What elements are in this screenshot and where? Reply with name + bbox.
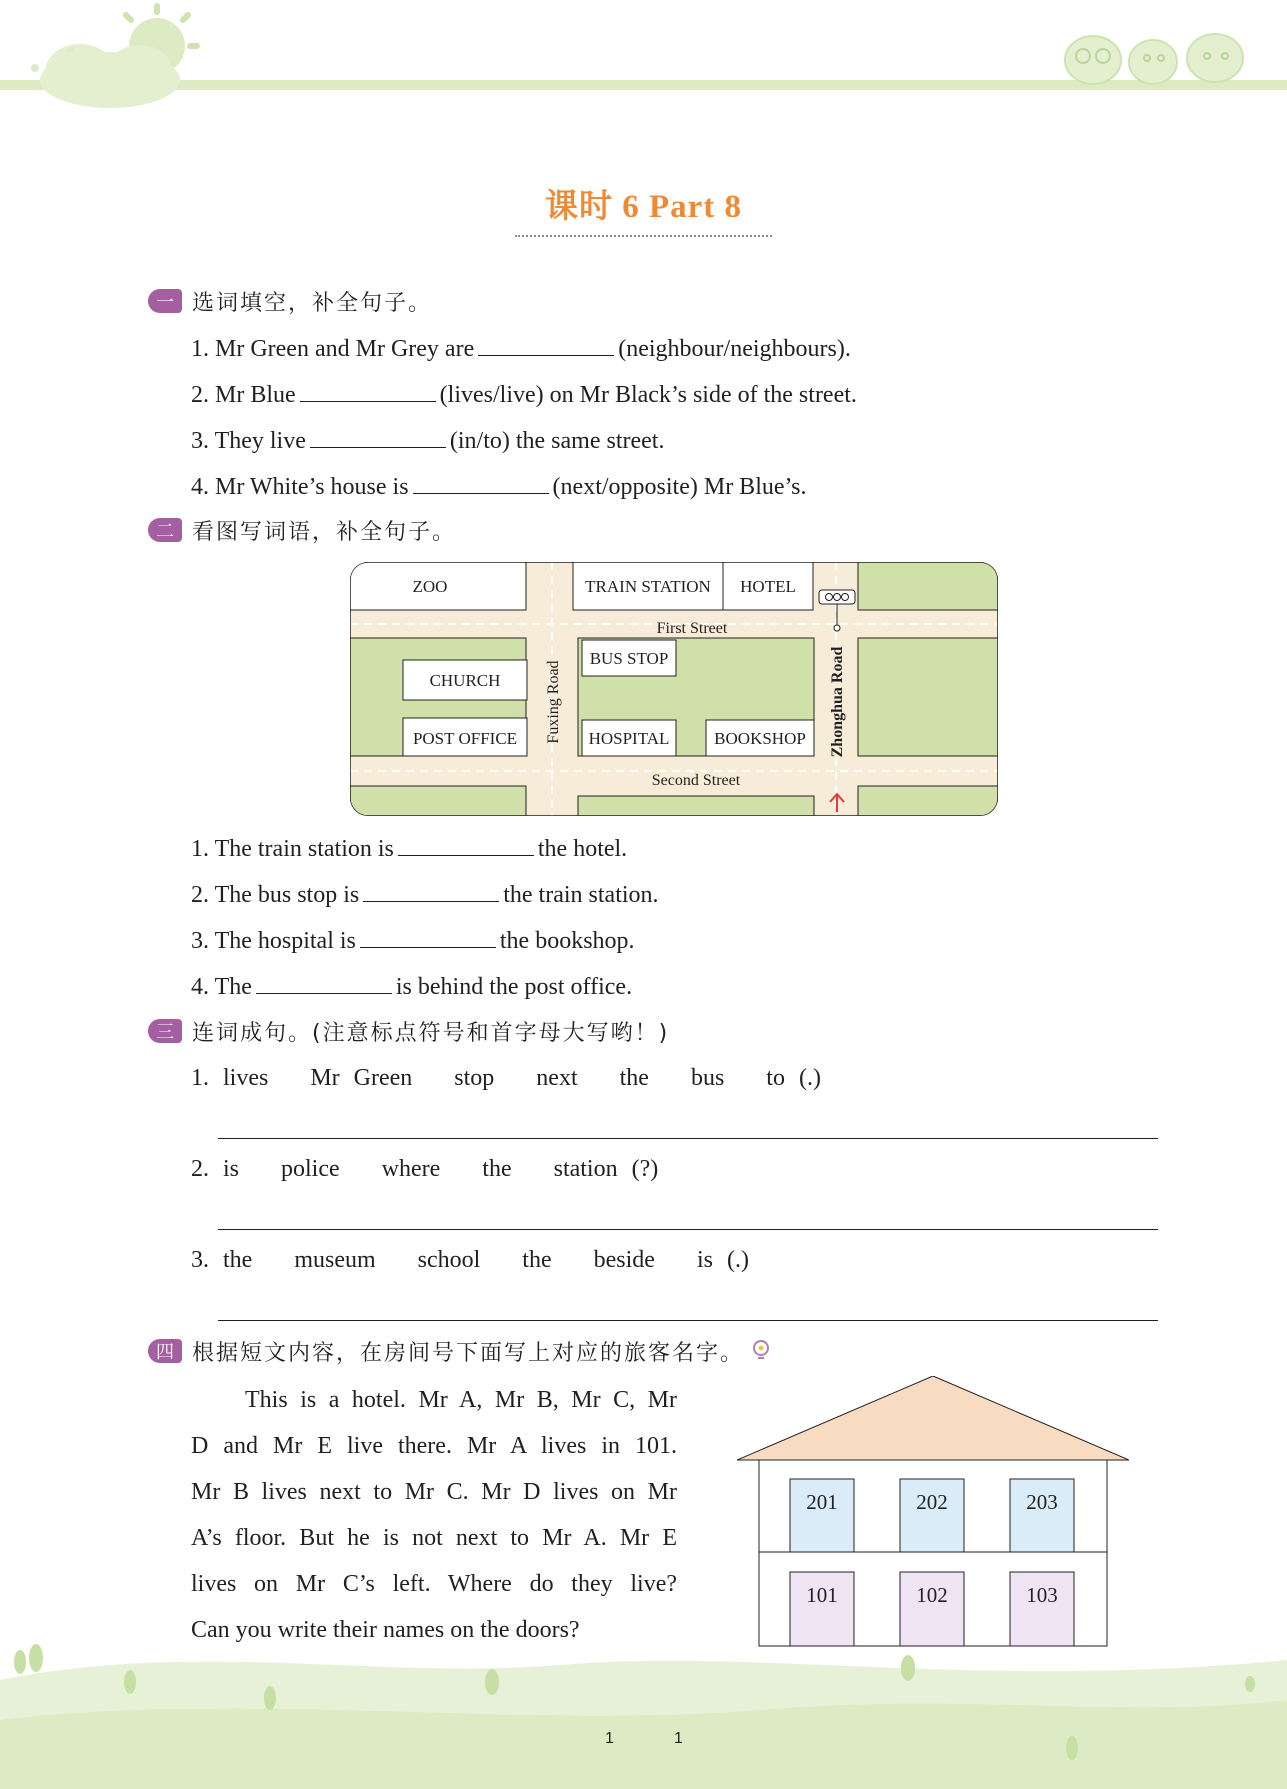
section-heading-text: 根据短文内容，在房间号下面写上对应的旅客名字。 [192,1340,745,1366]
section-4-heading [148,1336,772,1366]
map-label-church: CHURCH [429,671,501,690]
map-label-first-street: First Street [656,620,728,637]
section-badge: 三 [148,1019,182,1043]
section-2-heading [148,515,456,545]
question-text: the hotel. [537,836,628,862]
section-heading-text: 连词成句。(注意标点符号和首字母大写哟！) [192,1020,670,1046]
map-label-hospital: HOSPITAL [588,729,670,748]
answer-line[interactable] [218,1320,1158,1321]
section-3-heading [148,1016,669,1046]
map-label-train-station: TRAIN STATION [585,577,711,596]
s2-question-4 [191,971,632,1002]
map-label-zoo: ZOO [412,577,448,596]
section-heading-text: 看图写词语，补全句子。 [192,519,457,545]
answer-blank[interactable] [300,379,436,402]
s1-question-4 [191,471,807,502]
street-map [350,562,998,816]
room-number: 101 [806,1583,838,1607]
paragraph-line: D and Mr E live there. Mr A lives in 101. [191,1433,677,1459]
question-text: 4. Mr White’s house is [191,474,409,500]
map-label-bus-stop: BUS STOP [589,649,669,668]
section-badge: 二 [148,518,182,542]
s2-question-2 [191,879,659,910]
page-title: 课时 6 Part 8 [515,180,772,237]
s3-question-2: 2. is police where the station (?) [191,1156,659,1182]
question-text: the bookshop. [499,928,635,954]
section-badge: 一 [148,289,182,313]
answer-line[interactable] [218,1138,1158,1139]
question-text: (next/opposite) Mr Blue’s. [552,474,807,500]
page-number-right: 1 [674,1730,683,1747]
answer-blank[interactable] [398,833,534,856]
answer-blank[interactable] [256,971,392,994]
answer-blank[interactable] [363,879,499,902]
section-badge: 四 [148,1339,182,1363]
room-number: 202 [916,1490,948,1514]
lightbulb-icon [750,1338,772,1364]
map-label-hotel: HOTEL [740,577,796,596]
question-text: 3. They live [191,428,306,454]
answer-blank[interactable] [413,471,549,494]
title-container [0,180,1287,237]
section-heading-text: 选词填空，补全句子。 [192,290,433,316]
question-text: (lives/live) on Mr Black’s side of the street. [439,382,857,408]
question-text: 1. The train station is [191,836,394,862]
question-text: 3. The hospital is [191,928,356,954]
question-text: 2. Mr Blue [191,382,296,408]
room-number: 102 [916,1583,948,1607]
room-number: 103 [1026,1583,1058,1607]
paragraph-line: A’s floor. But he is not next to Mr A. Mr E [191,1525,677,1551]
answer-blank[interactable] [360,925,496,948]
page-number-left: 1 [605,1730,614,1747]
landscape-decoration [0,1620,1287,1789]
map-label-fuxing-road: Fuxing Road [545,660,562,744]
question-text: (neighbour/neighbours). [618,336,851,362]
question-text: is behind the post office. [395,974,633,1000]
paragraph-line: Can you write their names on the doors? [191,1617,580,1643]
s1-question-1 [191,333,851,364]
answer-blank[interactable] [478,333,614,356]
story-paragraph [191,1377,677,1653]
s2-question-1 [191,833,627,864]
cartoon-animals-decoration [1055,18,1255,88]
paragraph-line: Mr B lives next to Mr C. Mr D lives on Mr [191,1479,677,1505]
question-text: 2. The bus stop is [191,882,360,908]
s3-question-3: 3. the museum school the beside is (.) [191,1247,749,1273]
question-text: 4. The [191,974,252,1000]
hotel-house-diagram [737,1376,1129,1648]
s1-question-2 [191,379,857,410]
answer-blank[interactable] [310,425,446,448]
section-1-heading [148,286,432,316]
s3-question-1: 1. lives Mr Green stop next the bus to (.) [191,1065,821,1091]
room-number: 203 [1026,1490,1058,1514]
paragraph-line: lives on Mr C’s left. Where do they live? [191,1571,677,1597]
question-text: (in/to) the same street. [449,428,665,454]
question-text: 1. Mr Green and Mr Grey are [191,336,475,362]
map-label-bookshop: BOOKSHOP [714,729,806,748]
map-label-second-street: Second Street [651,772,741,789]
map-label-post-office: POST OFFICE [412,729,518,748]
room-number: 201 [806,1490,838,1514]
s2-question-3 [191,925,635,956]
question-text: the train station. [503,882,659,908]
map-label-zhonghua-road: Zhonghua Road [829,646,846,758]
sun-cloud-decoration [0,0,230,115]
paragraph-line: This is a hotel. Mr A, Mr B, Mr C, Mr [245,1387,677,1413]
answer-line[interactable] [218,1229,1158,1230]
s1-question-3 [191,425,664,456]
